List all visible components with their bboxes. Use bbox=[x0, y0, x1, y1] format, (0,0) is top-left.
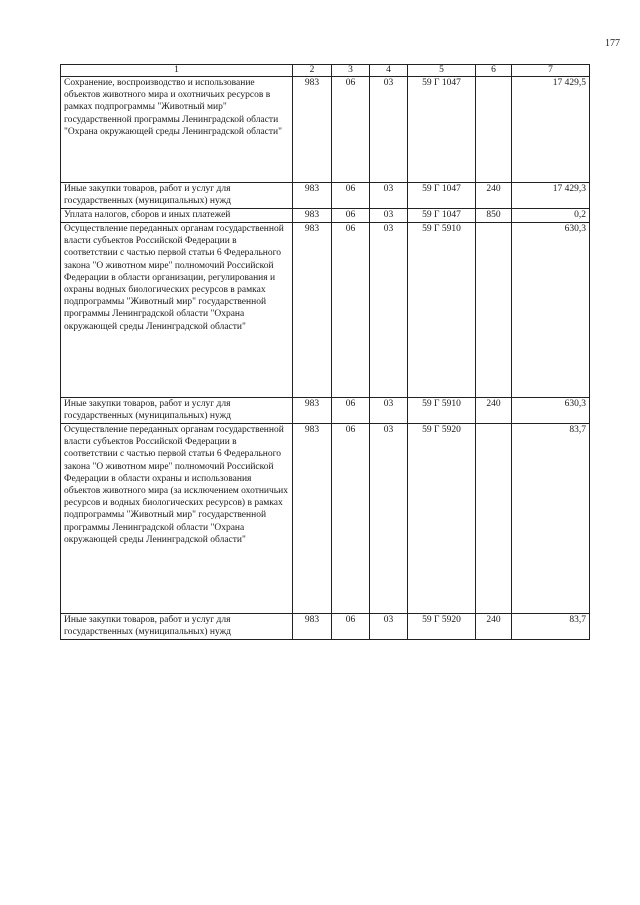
cell-section: 06 bbox=[332, 223, 370, 398]
cell-target-article: 59 Г 5920 bbox=[408, 424, 476, 614]
cell-section: 06 bbox=[332, 183, 370, 209]
cell-admin-code: 983 bbox=[293, 77, 332, 183]
cell-amount: 630,3 bbox=[512, 398, 590, 424]
cell-admin-code: 983 bbox=[293, 398, 332, 424]
page-number: 177 bbox=[605, 38, 620, 49]
table-row bbox=[61, 183, 590, 209]
column-header-4: 4 bbox=[370, 65, 408, 77]
cell-subsection: 03 bbox=[370, 398, 408, 424]
column-header-7: 7 bbox=[512, 65, 590, 77]
cell-section: 06 bbox=[332, 614, 370, 640]
cell-admin-code: 983 bbox=[293, 209, 332, 223]
cell-subsection: 03 bbox=[370, 209, 408, 223]
cell-target-article: 59 Г 5910 bbox=[408, 398, 476, 424]
cell-subsection: 03 bbox=[370, 223, 408, 398]
table-row bbox=[61, 398, 590, 424]
cell-expense-type: 240 bbox=[476, 398, 512, 424]
table-row bbox=[61, 77, 590, 183]
row-description: Иные закупки товаров, работ и услуг для государственных (муниципальных) нужд bbox=[61, 398, 293, 424]
budget-table bbox=[60, 64, 590, 640]
cell-section: 06 bbox=[332, 424, 370, 614]
row-description: Иные закупки товаров, работ и услуг для государственных (муниципальных) нужд bbox=[61, 183, 293, 209]
row-description: Сохранение, воспроизводство и использование объектов животного мира и охотничьих ресурсов в рамках подпрограммы "Животный мир" государственной программы Ленинградской области "Охрана окружающей среды Ленинградской области" bbox=[61, 77, 293, 183]
row-description: Иные закупки товаров, работ и услуг для государственных (муниципальных) нужд bbox=[61, 614, 293, 640]
cell-amount: 17 429,5 bbox=[512, 77, 590, 183]
table-row bbox=[61, 424, 590, 614]
cell-amount: 83,7 bbox=[512, 614, 590, 640]
cell-expense-type bbox=[476, 77, 512, 183]
cell-target-article: 59 Г 1047 bbox=[408, 183, 476, 209]
row-description: Осуществление переданных органам государственной власти субъектов Российской Федерации в соответствии с частью первой статьи 6 Федерального закона "О животном мире" полномочий Российской Федерации в области охраны и использования объектов животного мира (за исключением охотничьих ресурсов и водных биологических ресурсов) в рамках подпрограммы "Животный мир" государственной программы Ленинградской области "Охрана окружающей среды Ленинградской области" bbox=[61, 424, 293, 614]
column-header-3: 3 bbox=[332, 65, 370, 77]
cell-target-article: 59 Г 5910 bbox=[408, 223, 476, 398]
cell-section: 06 bbox=[332, 398, 370, 424]
table-row bbox=[61, 614, 590, 640]
column-header-6: 6 bbox=[476, 65, 512, 77]
cell-expense-type bbox=[476, 424, 512, 614]
cell-target-article: 59 Г 5920 bbox=[408, 614, 476, 640]
row-description: Осуществление переданных органам государственной власти субъектов Российской Федерации в соответствии с частью первой статьи 6 Федерального закона "О животном мире" полномочий Российской Федерации в области организации, регулирования и охраны водных биологических ресурсов в рамках подпрограммы "Животный мир" государственной программы Ленинградской области "Охрана окружающей среды Ленинградской области" bbox=[61, 223, 293, 398]
cell-admin-code: 983 bbox=[293, 223, 332, 398]
cell-subsection: 03 bbox=[370, 614, 408, 640]
cell-subsection: 03 bbox=[370, 77, 408, 183]
cell-section: 06 bbox=[332, 77, 370, 183]
cell-admin-code: 983 bbox=[293, 183, 332, 209]
cell-target-article: 59 Г 1047 bbox=[408, 77, 476, 183]
column-header-1: 1 bbox=[61, 65, 293, 77]
cell-expense-type: 240 bbox=[476, 183, 512, 209]
cell-expense-type: 850 bbox=[476, 209, 512, 223]
cell-target-article: 59 Г 1047 bbox=[408, 209, 476, 223]
column-header-2: 2 bbox=[293, 65, 332, 77]
header-row bbox=[61, 65, 590, 77]
cell-section: 06 bbox=[332, 209, 370, 223]
row-description: Уплата налогов, сборов и иных платежей bbox=[61, 209, 293, 223]
cell-amount: 630,3 bbox=[512, 223, 590, 398]
cell-admin-code: 983 bbox=[293, 614, 332, 640]
cell-subsection: 03 bbox=[370, 424, 408, 614]
cell-amount: 0,2 bbox=[512, 209, 590, 223]
table-row bbox=[61, 223, 590, 398]
cell-expense-type: 240 bbox=[476, 614, 512, 640]
cell-expense-type bbox=[476, 223, 512, 398]
cell-admin-code: 983 bbox=[293, 424, 332, 614]
cell-subsection: 03 bbox=[370, 183, 408, 209]
cell-amount: 83,7 bbox=[512, 424, 590, 614]
cell-amount: 17 429,3 bbox=[512, 183, 590, 209]
table-row bbox=[61, 209, 590, 223]
column-header-5: 5 bbox=[408, 65, 476, 77]
